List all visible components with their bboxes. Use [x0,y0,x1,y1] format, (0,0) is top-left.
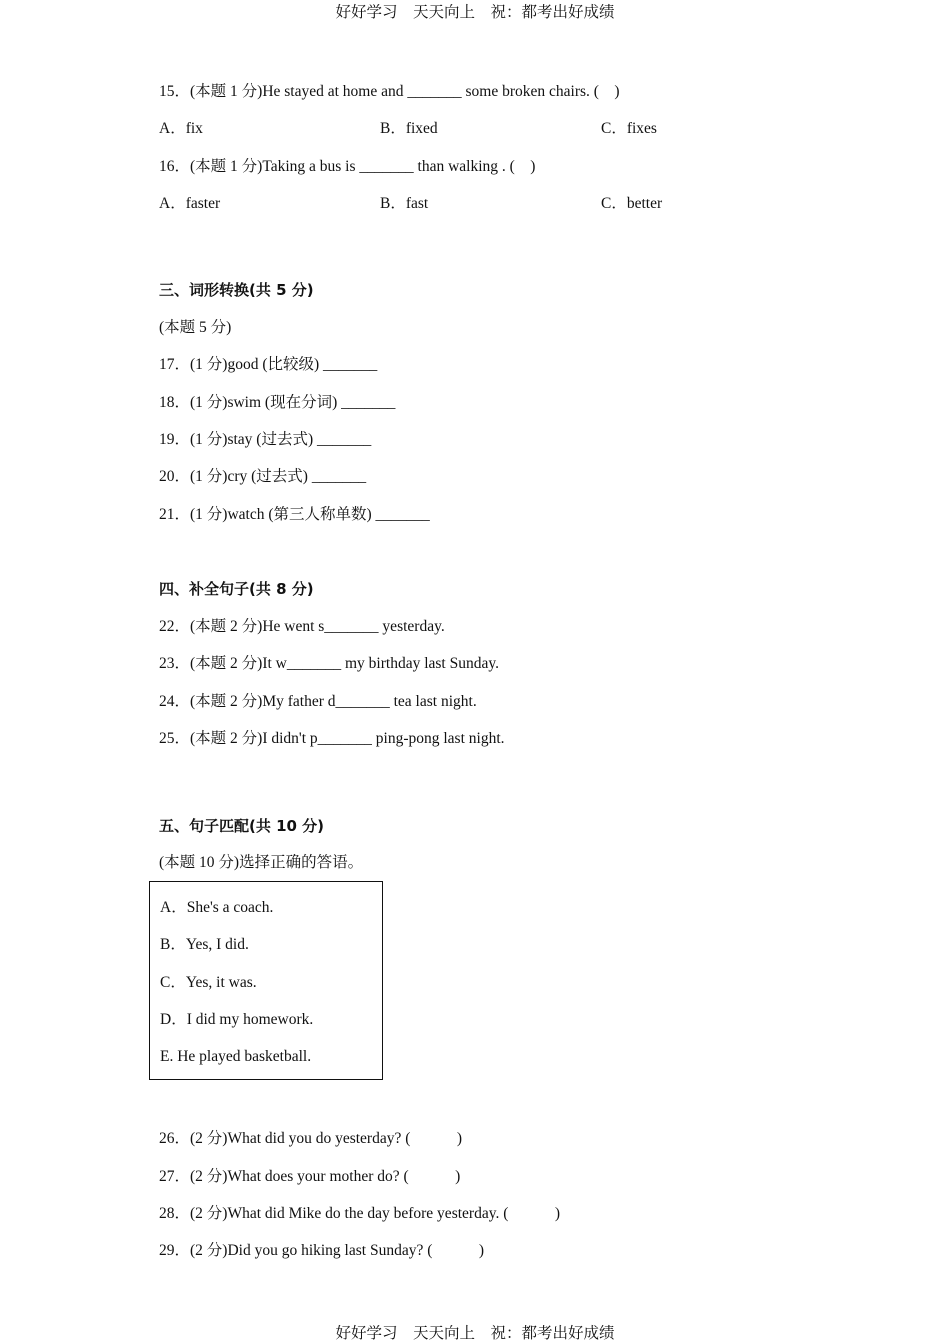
section-3-note: (本题 5 分) [159,319,232,336]
question-21: 21．(1 分)watch (第三人称单数) _______ [159,506,430,523]
question-22: 22．(本题 2 分)He went s_______ yesterday. [159,618,445,635]
question-29: 29．(2 分)Did you go hiking last Sunday? ( ) [159,1242,485,1259]
q15-option-b: B．fixed [380,120,438,137]
question-20: 20．(1 分)cry (过去式) _______ [159,468,367,485]
q16-option-c: C．better [601,195,663,212]
q16-option-b: B．fast [380,195,429,212]
question-25: 25．(本题 2 分)I didn't p_______ ping-pong last night. [159,730,505,747]
answer-option-a: A．She's a coach. [160,899,274,916]
question-17: 17．(1 分)good (比较级) _______ [159,356,378,373]
q16-option-a: A．faster [159,195,221,212]
section-4-title: 四、补全句子(共 8 分) [159,580,314,598]
answer-options-box [149,881,383,1080]
question-19: 19．(1 分)stay (过去式) _______ [159,431,372,448]
section-5-title: 五、句子匹配(共 10 分) [159,817,325,835]
question-23: 23．(本题 2 分)It w_______ my birthday last Sunday. [159,655,499,672]
question-15: 15．(本题 1 分)He stayed at home and _______ some broken chairs. ( ) [159,83,620,100]
section-3-title: 三、词形转换(共 5 分) [159,281,314,299]
page-header: 好好学习 天天向上 祝：都考出好成绩 [335,4,615,21]
q15-option-c: C．fixes [601,120,657,137]
question-28: 28．(2 分)What did Mike do the day before yesterday. ( ) [159,1205,561,1222]
q15-option-a: A．fix [159,120,203,137]
question-16: 16．(本题 1 分)Taking a bus is _______ than walking . ( ) [159,158,536,175]
question-24: 24．(本题 2 分)My father d_______ tea last night. [159,693,477,710]
question-18: 18．(1 分)swim (现在分词) _______ [159,394,396,411]
page-footer: 好好学习 天天向上 祝：都考出好成绩 [335,1325,615,1342]
answer-option-d: D．I did my homework. [160,1011,314,1028]
answer-option-e: E. He played basketball. [160,1048,312,1065]
answer-option-c: C．Yes, it was. [160,974,257,991]
question-27: 27．(2 分)What does your mother do? ( ) [159,1168,461,1185]
question-26: 26．(2 分)What did you do yesterday? ( ) [159,1130,463,1147]
section-5-note: (本题 10 分)选择正确的答语。 [159,854,364,871]
answer-option-b: B．Yes, I did. [160,936,249,953]
